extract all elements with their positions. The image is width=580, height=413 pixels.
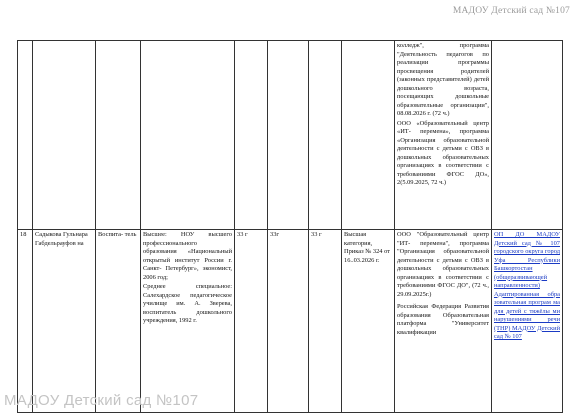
cell-position: Воспита- тель <box>96 230 141 413</box>
cell-position <box>96 41 141 230</box>
table-row <box>18 41 563 230</box>
cell-courses <box>395 230 492 413</box>
cell-education <box>141 41 235 230</box>
courses-text: ООО "Образовательный центр "ИТ- перемена", программа "Организация образовательной деятельности с детьми с ОВЗ в дошкольных образовательных организациях в соответствии с требованиями ФГОС ДО", (72 ч., 29.09.2025г.) <box>397 231 489 298</box>
table-row <box>18 230 563 413</box>
courses-text-2: ООО «Образовательный центр «ИТ- перемена», программа «Организация образовательной деятельности с детьми с ОВЗ в дошкольных образовательных организациях в соответствии с требованиями ФГОС ДО», 2(5.09.2025, 72 ч.) <box>397 119 489 187</box>
cell-courses <box>395 41 492 230</box>
cell-category: Высшая категория, Приказ № 324 от 16..03.2026 г. <box>342 230 395 413</box>
courses-text: колледж", программа "Деятельность педагогов по реализации программы просвещения родителей (законных представителей) детей дошкольного возраста, посещающих дошкольные образовательные организации", 08.08.2026 г. (72 ч.) <box>397 42 489 118</box>
cell-name: Садыкова Гульнара Габдельрауфов на <box>33 230 96 413</box>
watermark: МАДОУ Детский сад №107 <box>4 392 199 409</box>
page-header: МАДОУ Детский сад №107 <box>452 6 570 16</box>
cell-num <box>18 41 33 230</box>
cell-name <box>33 41 96 230</box>
cell-programs <box>492 230 563 413</box>
cell-category <box>342 41 395 230</box>
cell-ped-exp: 33г <box>268 230 309 413</box>
cell-programs <box>492 41 563 230</box>
cell-total-exp: 33 г <box>235 230 268 413</box>
cell-ped-exp <box>268 41 309 230</box>
education-text: Высшее: НОУ высшего профессионального образования «Национальный открытый институт России г. Санкт- Петербург», экономист, 2006 год; <box>143 231 232 281</box>
cell-education <box>141 230 235 413</box>
cell-pos-exp: 33 г <box>309 230 342 413</box>
courses-text-2: Российская Федерация Развития образования Образовательная платформа "Университет квалификации <box>397 303 489 336</box>
cell-total-exp <box>235 41 268 230</box>
education-text-2: Среднее специальное: Салехардское педагогическое училище им. А. Зверева, воспитатель дошкольного учреждения, 1992 г. <box>143 283 232 325</box>
programs-link[interactable]: ОП ДО МАДОУ Детский сад № 107 городского округа город Уфа Республики Башкортостан (общеразвивающей направленности) Адаптированная обра зовательная програм ма для детей с тяжёлы ми нарушениями речи (ТНР) МАДОУ Детский сад № 107 <box>494 231 560 341</box>
cell-num: 18 <box>18 230 33 413</box>
staff-table <box>17 40 563 413</box>
cell-pos-exp <box>309 41 342 230</box>
